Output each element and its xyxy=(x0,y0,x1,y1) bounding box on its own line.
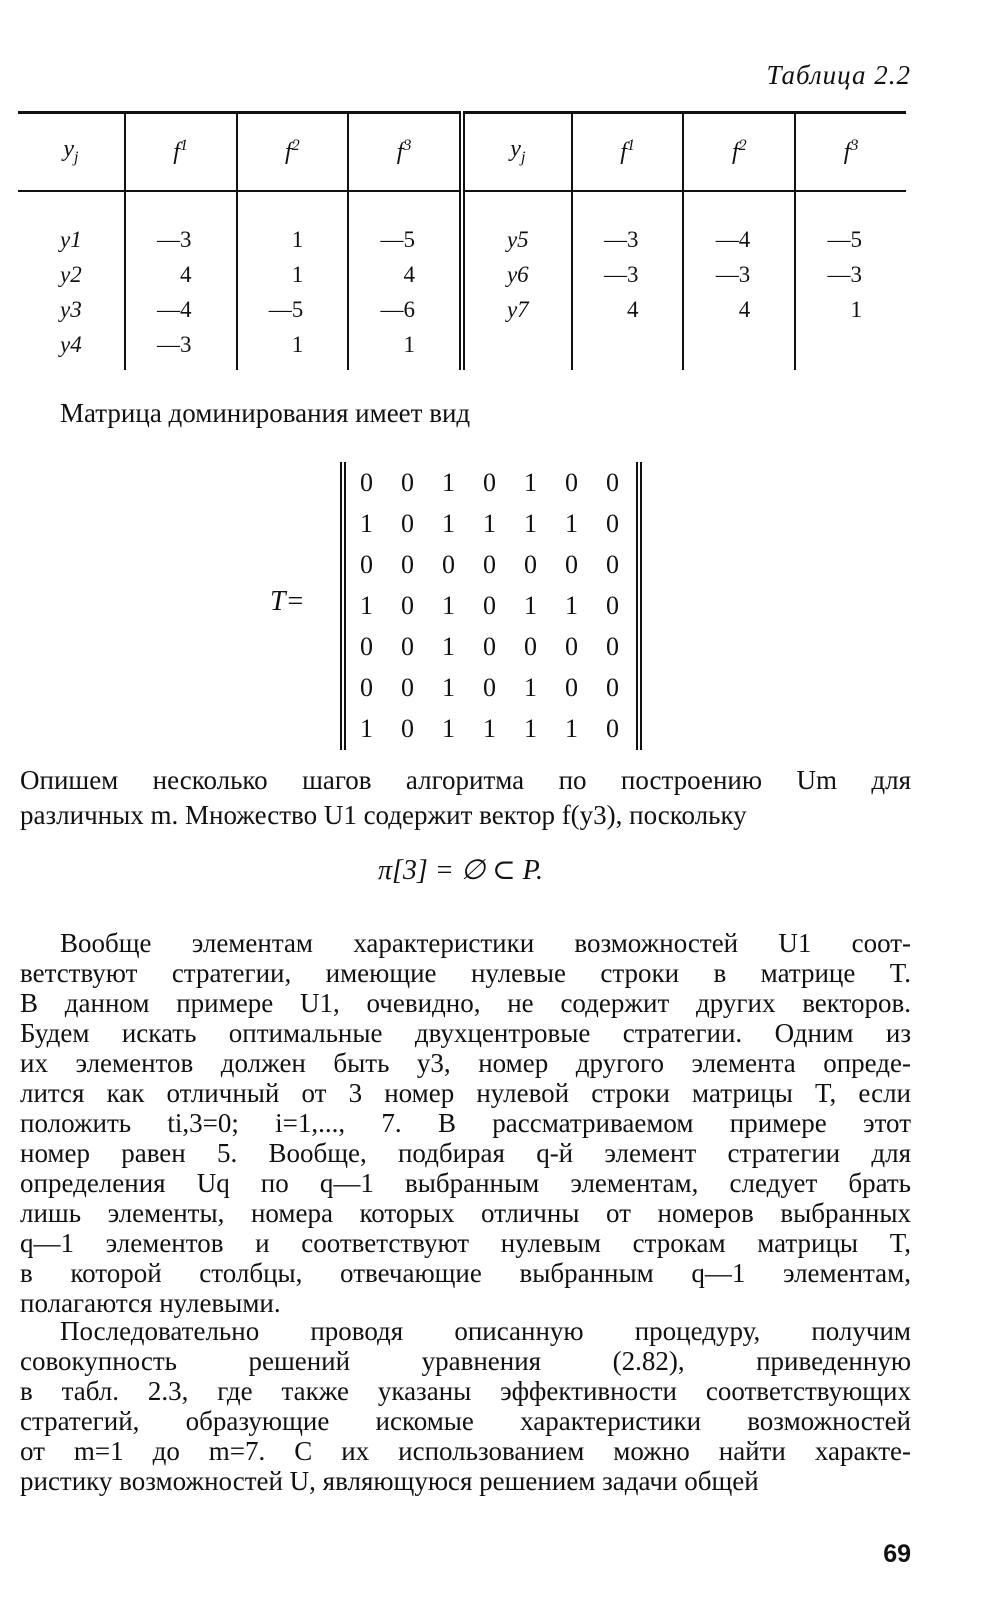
cell-y-left: y2 xyxy=(60,261,82,287)
col-y-left xyxy=(18,191,125,370)
paragraph-line: Будем искать оптимальные двухцентровые стратегии. Одним из xyxy=(20,1018,911,1048)
cell-value: 1 xyxy=(403,331,415,357)
page-number: 69 xyxy=(883,1540,911,1568)
cell-value: 4 xyxy=(403,261,415,287)
paragraph-line: положить ti,3=0; i=1,..., 7. В рассматриваемом примере этот xyxy=(20,1108,911,1138)
paragraph-line: Вообще элементам характеристики возможностей U1 соот- xyxy=(60,928,911,958)
matrix-row xyxy=(346,585,636,626)
paragraph-line: полагаются нулевыми. xyxy=(20,1288,281,1318)
paragraph-line: определения Uq по q—1 выбранным элементам, следует брать xyxy=(20,1168,911,1198)
cell-value: —5 xyxy=(268,296,304,322)
matrix-cell: 1 xyxy=(565,713,578,743)
paragraph-line: совокупность решений уравнения (2.82), приведенную xyxy=(20,1346,911,1376)
col-f1-right xyxy=(572,191,684,370)
cell-value: 1 xyxy=(291,261,304,287)
cell-value: —3 xyxy=(157,226,192,252)
matrix-cell: 0 xyxy=(606,467,619,497)
cell-value: 1 xyxy=(291,226,304,252)
matrix-cell: 1 xyxy=(565,590,578,620)
cell-y-left: y3 xyxy=(60,296,82,322)
paragraph-line: В данном примере U1, очевидно, не содержит других векторов. xyxy=(20,988,911,1018)
matrix-cell: 0 xyxy=(565,672,578,702)
header-f1-right: $f^1$ xyxy=(572,113,684,191)
matrix-cell: 0 xyxy=(565,467,578,497)
matrix-cell: 1 xyxy=(360,508,373,538)
paragraph-line: ристику возможностей U, являющуюся решением задачи общей xyxy=(20,1466,759,1496)
col-y-right xyxy=(462,191,572,370)
matrix-cell: 0 xyxy=(606,590,619,620)
cell-value: 4 xyxy=(626,296,639,322)
cell-value: 4 xyxy=(180,261,192,287)
matrix-cell: 1 xyxy=(565,508,578,538)
matrix-cell: 1 xyxy=(483,713,496,743)
cell-y-right: y7 xyxy=(506,296,529,322)
paragraph-line: ветствуют стратегии, имеющие нулевые строки в матрице T. xyxy=(20,958,911,988)
cell-y-left: y4 xyxy=(60,331,82,357)
matrix-cell: 0 xyxy=(401,672,414,702)
matrix-cell: 1 xyxy=(524,713,537,743)
matrix-cell: 0 xyxy=(606,713,619,743)
matrix-cell: 0 xyxy=(360,631,373,661)
matrix-cell: 0 xyxy=(360,549,373,579)
matrix-cell: 1 xyxy=(524,467,537,497)
cell-value: —5 xyxy=(380,226,415,252)
paragraph-line: лишь элементы, номера которых отличны от номеров выбранных xyxy=(20,1198,911,1228)
matrix-cell: 0 xyxy=(565,549,578,579)
matrix-cell: 1 xyxy=(442,508,455,538)
matrix-cell: 0 xyxy=(606,631,619,661)
matrix-cell: 1 xyxy=(360,713,373,743)
matrix-label: T= xyxy=(270,586,305,617)
cell-value: —5 xyxy=(827,226,862,252)
matrix-cell: 1 xyxy=(524,672,537,702)
matrix-cell: 1 xyxy=(524,508,537,538)
formula: π[3] = ∅ ⊂ P. xyxy=(378,855,544,886)
cell-value: 1 xyxy=(850,296,862,322)
table-body-row xyxy=(18,191,906,370)
paragraph-line: стратегий, образующие искомые характеристики возможностей xyxy=(20,1406,911,1436)
paragraph-line: q—1 элементов и соответствуют нулевым строкам матрицы T, xyxy=(20,1228,911,1258)
matrix-cell: 0 xyxy=(401,467,414,497)
matrix-cell: 0 xyxy=(483,631,496,661)
matrix-cell: 1 xyxy=(442,467,455,497)
matrix-row xyxy=(346,626,636,667)
cell-value: —3 xyxy=(827,261,862,287)
matrix-cell: 1 xyxy=(442,590,455,620)
cell-y-right: y6 xyxy=(506,261,529,287)
matrix-row xyxy=(346,503,636,544)
matrix-row xyxy=(346,462,636,503)
matrix-cell: 0 xyxy=(483,467,496,497)
col-f1-left xyxy=(125,191,237,370)
paragraph-line: Последовательно проводя описанную процедуру, получим xyxy=(60,1316,911,1346)
cell-y-left: y1 xyxy=(60,226,82,252)
matrix-cell: 0 xyxy=(360,672,373,702)
matrix-cell: 0 xyxy=(524,631,537,661)
matrix-cell: 0 xyxy=(360,467,373,497)
cell-value: 4 xyxy=(738,296,751,322)
header-f3-left: $f^3$ xyxy=(348,113,462,191)
matrix-cell: 0 xyxy=(483,672,496,702)
matrix-cell: 0 xyxy=(442,549,455,579)
cell-value: —3 xyxy=(603,261,639,287)
paragraph-line: номер равен 5. Вообще, подбирая q-й элемент стратегии для xyxy=(20,1138,911,1168)
matrix-cell: 0 xyxy=(606,672,619,702)
matrix-cell: 0 xyxy=(483,549,496,579)
table-header-row xyxy=(18,113,906,191)
matrix-cell: 0 xyxy=(401,631,414,661)
matrix-cell: 1 xyxy=(442,713,455,743)
matrix-intro-text: Матрица доминирования имеет вид xyxy=(60,398,471,428)
matrix-row xyxy=(346,708,636,749)
paragraph-line: различных m. Множество U1 содержит вектор f(y3), поскольку xyxy=(20,800,747,830)
header-f3-right: $f^3$ xyxy=(843,137,859,166)
header-f2-right: $f^2$ xyxy=(683,113,795,191)
header-yj-right: $y_j$ xyxy=(462,113,572,191)
table-2-2 xyxy=(18,111,906,370)
matrix-cell: 0 xyxy=(401,590,414,620)
matrix-cell: 0 xyxy=(401,549,414,579)
matrix-cell: 0 xyxy=(606,508,619,538)
header-f1-left: $f^1$ xyxy=(125,113,237,191)
table-caption: Таблица 2.2 xyxy=(766,60,911,90)
col-f3-left xyxy=(348,191,462,370)
matrix-cell: 0 xyxy=(483,590,496,620)
col-f3-right xyxy=(795,191,906,370)
cell-value: —4 xyxy=(157,296,192,322)
matrix-cell: 0 xyxy=(401,508,414,538)
cell-value: —3 xyxy=(157,331,192,357)
matrix-cell: 1 xyxy=(442,672,455,702)
matrix-cell: 0 xyxy=(565,631,578,661)
cell-value: —3 xyxy=(715,261,751,287)
matrix-cell: 0 xyxy=(524,549,537,579)
matrix-cell: 1 xyxy=(360,590,373,620)
cell-value: 1 xyxy=(291,331,304,357)
paragraph-line: их элементов должен быть y3, номер другого элемента опреде- xyxy=(20,1048,911,1078)
col-f2-right xyxy=(683,191,795,370)
paragraph-line: в табл. 2.3, где также указаны эффективности соответствующих xyxy=(20,1376,911,1406)
matrix-row xyxy=(346,544,636,585)
matrix-cell: 1 xyxy=(524,590,537,620)
matrix-body xyxy=(340,462,642,750)
header-f2-left: $f^2$ xyxy=(237,113,349,191)
cell-value: —4 xyxy=(715,226,751,252)
matrix-row xyxy=(346,667,636,708)
paragraph-line: в которой столбцы, отвечающие выбранным q—1 элементам, xyxy=(20,1258,911,1288)
cell-value: —6 xyxy=(380,296,415,322)
col-f2-left xyxy=(237,191,349,370)
matrix-cell: 1 xyxy=(442,631,455,661)
paragraph-line: лится как отличный от 3 номер нулевой строки матрицы T, если xyxy=(20,1078,911,1108)
matrix-cell: 0 xyxy=(401,713,414,743)
matrix-cell: 1 xyxy=(483,508,496,538)
matrix-cell: 0 xyxy=(606,549,619,579)
cell-y-right: y5 xyxy=(506,226,529,252)
paragraph-line: Опишем несколько шагов алгоритма по построению Um для xyxy=(20,765,911,795)
header-yj-left: $y_j$ xyxy=(18,113,125,191)
cell-value: —3 xyxy=(603,226,639,252)
paragraph-line: от m=1 до m=7. С их использованием можно найти характе- xyxy=(20,1436,911,1466)
